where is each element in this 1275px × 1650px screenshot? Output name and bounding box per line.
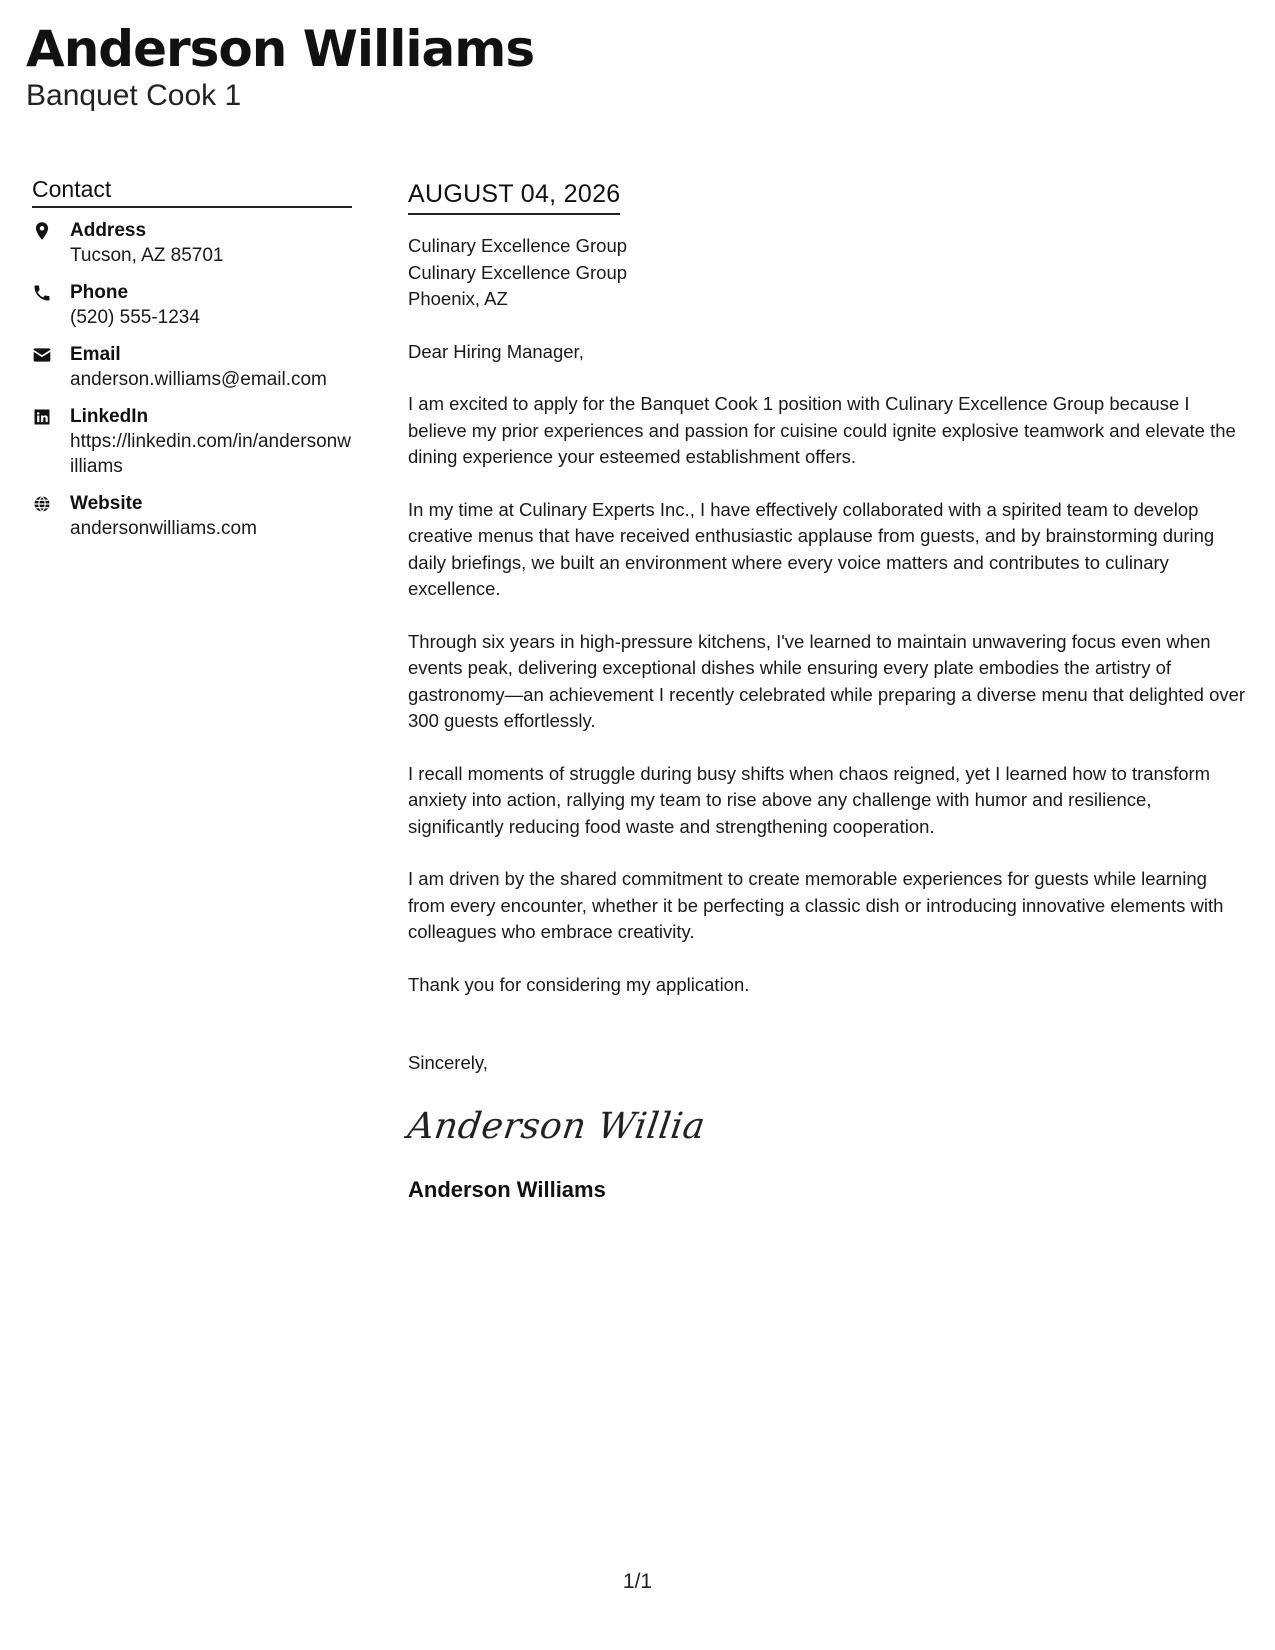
map-pin-icon — [32, 218, 70, 241]
contact-sidebar — [32, 176, 352, 553]
website-value[interactable]: andersonwilliams.com — [70, 518, 257, 539]
recipient-block — [408, 233, 1246, 313]
salutation: Dear Hiring Manager, — [408, 340, 584, 362]
letter-paragraph: I am driven by the shared commitment to create memorable experiences for guests while learning from every encounter, whether it be perfecting a classic dish or introducing innovative elements with colleagues who embrace creativity. — [408, 868, 1224, 942]
linkedin-value[interactable]: https://linkedin.com/in/andersonwilliams — [70, 431, 351, 477]
job-title: Banquet Cook 1 — [26, 79, 242, 112]
globe-icon — [32, 491, 70, 514]
contact-label: Website — [70, 493, 143, 514]
contact-section-title: Contact — [32, 176, 352, 208]
contact-label: Email — [70, 344, 121, 365]
closing: Sincerely, — [408, 1052, 488, 1073]
contact-phone — [32, 280, 352, 330]
recipient-line: Phoenix, AZ — [408, 288, 508, 309]
contact-linkedin — [32, 404, 352, 479]
page-number: 1/1 — [622, 1570, 653, 1593]
handwritten-signature: Anderson Willia — [405, 1105, 708, 1147]
phone-value: (520) 555-1234 — [70, 307, 200, 328]
contact-label: Address — [70, 220, 147, 241]
signer-name: Anderson Williams — [408, 1176, 606, 1202]
contact-label: LinkedIn — [70, 406, 149, 427]
address-value: Tucson, AZ 85701 — [70, 245, 224, 266]
contact-label: Phone — [70, 282, 129, 303]
letter-paragraph: Thank you for considering my application. — [408, 973, 750, 995]
letter-paragraph: Through six years in high-pressure kitchens, I've learned to maintain unwavering focus even when events peak, delivering exceptional dishes while ensuring every plate embodies the artistry of gastronomy—an achievement I recently celebrated while preparing a diverse menu that delighted over 300 guests effortlessly. — [408, 630, 1246, 731]
contact-address — [32, 218, 352, 268]
recipient-line: Culinary Excellence Group — [408, 235, 628, 256]
resume-header — [26, 22, 534, 112]
email-value[interactable]: anderson.williams@email.com — [70, 369, 327, 390]
recipient-line: Culinary Excellence Group — [408, 261, 628, 283]
letter-paragraph: I recall moments of struggle during busy shifts when chaos reigned, yet I learned how to transform anxiety into action, rallying my team to rise above any challenge with humor and resilience, significantly reducing food waste and strengthening cooperation. — [408, 762, 1211, 837]
letter-paragraph: In my time at Culinary Experts Inc., I have effectively collaborated with a spirited team to develop creative menus that have received enthusiastic applause from guests, and by brainstorming during daily briefings, we built an environment where every voice matters and contributes to culinary excellence. — [408, 498, 1215, 599]
applicant-name: Anderson Williams — [26, 20, 535, 78]
envelope-icon — [32, 342, 70, 365]
contact-email — [32, 342, 352, 392]
linkedin-icon — [32, 404, 70, 427]
contact-website — [32, 491, 352, 541]
letter-date: AUGUST 04, 2026 — [408, 180, 620, 215]
letter-paragraph: I am excited to apply for the Banquet Cook 1 position with Culinary Excellence Group because I believe my prior experiences and passion for cuisine could ignite explosive teamwork and elevate the dining experience your esteemed establishment offers. — [408, 393, 1236, 467]
phone-icon — [32, 280, 70, 303]
cover-letter-body — [405, 180, 1246, 1203]
